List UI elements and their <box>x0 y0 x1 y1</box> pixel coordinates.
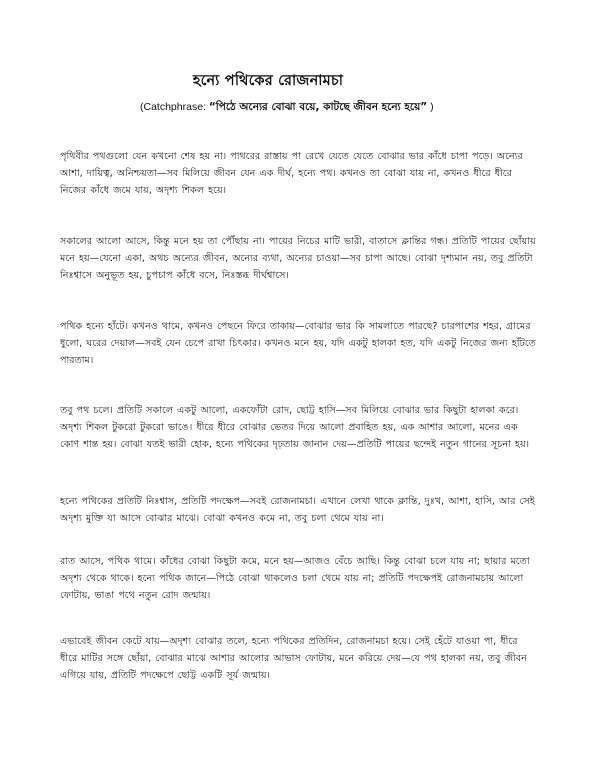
paragraph-7: এভাবেই জীবন কেটে যায়—অদৃশ্য বোঝার তলে, হন্যে পথিকের প্রতিদিন, রোজনামচা হয়ে। সেই হেঁটে যাওয়া পা, ধীরে ধীরে মাটির সঙ্গে ছোঁয়া, বোঝার মাঝে আশার আলোর আভাস ফোটায়, মনে করিয়ে দেয়—যে পথ হালকা নয়, তবু জীবন এগিয়ে যায়, প্রতিটি পদক্ষেপে ছোট্ট একটি সূর্য জন্মায়। <box>60 636 527 681</box>
paragraph-5: হন্যে পথিকের প্রতিটি নিঃশ্বাস, প্রতিটি পদক্ষেপ—সবই রোজনামচা। এখানে লেখা থাকে ক্লান্তি, দুঃখ, আশা, হাসি, আর সেই অদৃশ্য মুক্তি যা আসে বোঝার মাঝে। বোঝা কখনও কমে না, তবু চলা থেমে যায় না। <box>60 496 535 524</box>
paragraph-2: সকালের আলো আসে, কিন্তু মনে হয় তা পৌঁছায় না। পায়ের নিচের মাটি ভারী, বাতাসে ক্লান্তির গন্ধ। প্রতিটি পায়ের ছোঁয়ায় মনে হয়—যেনো একা, অথচ অন্যের জীবন, অন্যের ব্যথা, অন্যের চাওয়া—সব চাপা আছে। বোঝা দৃশ্যমান নয়, তবু প্রতিটা নিঃশ্বাসে অনুভূত হয়, চুপচাপ কাঁধে বসে, নিঃস্তব্ধ দীর্ঘশ্বাসে। <box>60 236 536 281</box>
paragraph-3: পথিক হন্যে হাঁটে। কখনও থামে, কখনও পেছনে ফিরে তাকায়—বোঝার ভার কি সামলাতে পারছে? চারপাশের শহর, গ্রামের ধুলো, ঘরের দেয়াল—সবই যেন চেপে রাখা চিৎকার। কখনও মনে হয়, যদি একটু হালকা হত, যদি একটু নিজের জন্য হাঁটতে পারতাম। <box>60 321 536 366</box>
paragraph-4: তবু পথ চলে। প্রতিটি সকালে একটু আলো, একফোঁটা রোদ, ছোট্ট হাসি—সব মিলিয়ে বোঝার ভার কিছুটা হালকা করে। অদৃশ্য শিকল টুকরো টুকরো ভাঙে। ধীরে ধীরে বোঝার ভেতর দিয়ে আলো প্রবাহিত হয়, এক আশার আলো, মনের এক কোণ শান্ত হয়। বোঝা যতই ভারী হোক, হন্যে পথিকের দৃঢ়তায় জানান দেয়—প্রতিটি পায়ের ছন্দেই নতুন গানের সূচনা হয়। <box>60 405 530 450</box>
paragraph-1: পৃথিবীর পথগুলো যেন কখনো শেষ হয় না। পাথরের রাস্তায় পা রেখে যেতে যেতে বোঝার ভার কাঁধে চাপা পড়ে। অন্যের আশা, দায়িত্ব, অনিশ্চয়তা—সব মিলিয়ে জীবন যেন এক দীর্ঘ, হন্যে পথ। কখনও তা বোঝা যায় না, কখনও ধীরে ধীরে নিজের কাঁধে জমে যায়, অদৃশ্য শিকল হয়ে। <box>60 151 523 196</box>
catchphrase-quote: “পিঠে অন্যের বোঝা বয়ে, কাটছে জীবন হন্যে হয়ে” <box>208 101 428 113</box>
document-title: হন্যে পথিকের রোজনামচা <box>192 73 344 89</box>
paragraph-6: রাত আসে, পথিক থামে। কাঁধের বোঝা কিছুটা কমে, মনে হয়—আজও বেঁচে আছি। কিন্তু বোঝা চলে যায় না; ছায়ার মতো অদৃশ্য থেকে থাকে। হন্যে পথিক জানে—পিঠে বোঝা থাকলেও চলা থেমে যায় না; প্রতিটি পদক্ষেপই রোজনামচায় আলো ফোটায়, ভাঙা পথে নতুন রোদ জন্মায়। <box>60 556 530 601</box>
catchphrase-close: ) <box>427 101 434 113</box>
catchphrase-label: (Catchphrase: <box>140 101 209 113</box>
catchphrase-line <box>140 100 460 117</box>
